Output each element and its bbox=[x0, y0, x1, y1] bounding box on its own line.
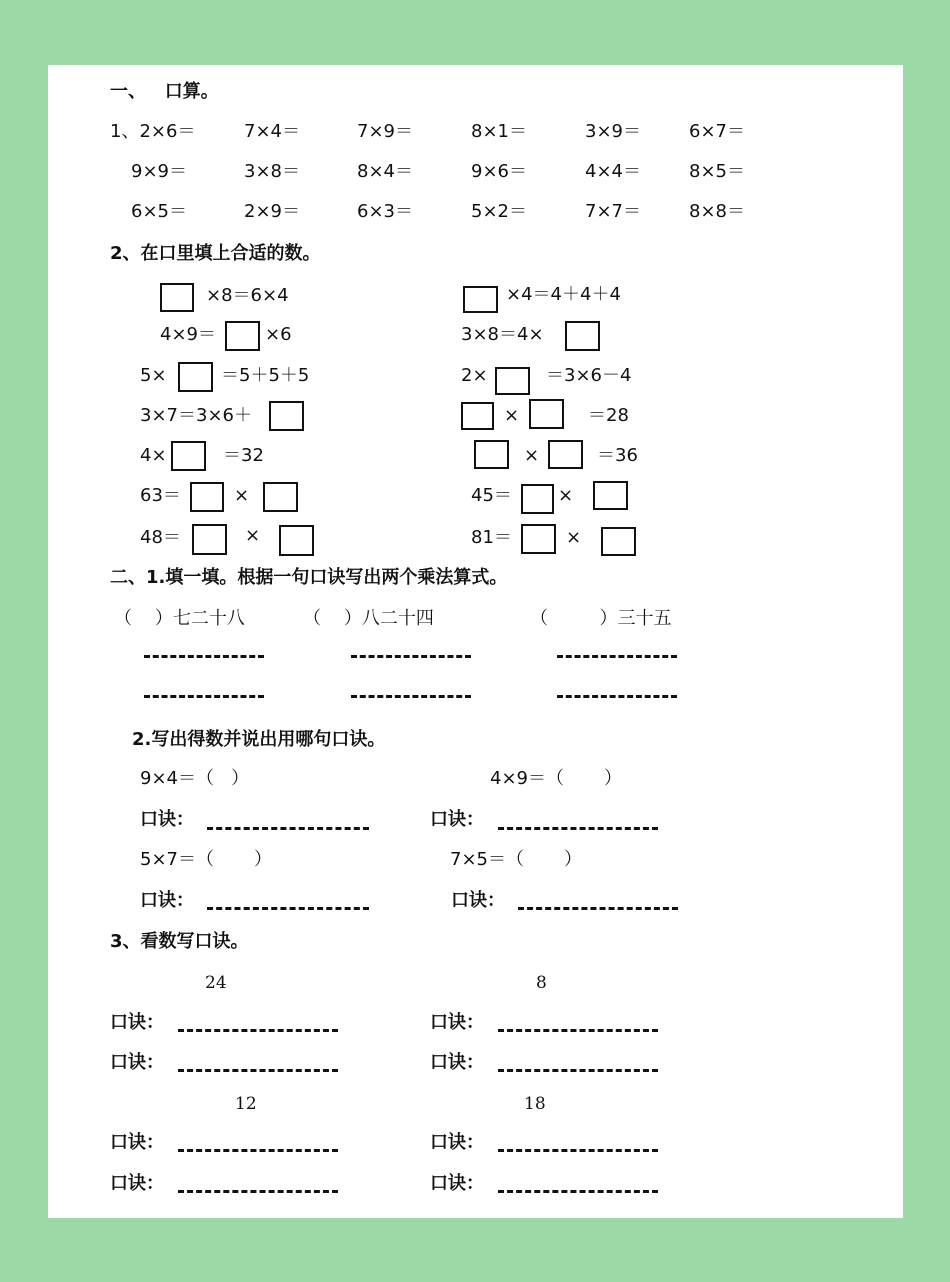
answer-line[interactable] bbox=[498, 1069, 658, 1072]
rhyme-2: （ ）八二十四 bbox=[303, 608, 434, 629]
answer-box[interactable] bbox=[548, 440, 583, 469]
koujue-label: 口诀： bbox=[140, 809, 194, 830]
koujue-label: 口诀： bbox=[110, 1132, 164, 1153]
oral-calc-r3c2: 2×9＝ bbox=[244, 201, 300, 222]
oral-calc-r2c5: 4×4＝ bbox=[585, 161, 641, 182]
rhyme-1: （ ）七二十八 bbox=[114, 608, 245, 629]
answer-box[interactable] bbox=[521, 484, 554, 514]
oral-calc-r2c3: 8×4＝ bbox=[357, 161, 413, 182]
oral-calc-r3c5: 7×7＝ bbox=[585, 201, 641, 222]
answer-line[interactable] bbox=[178, 1149, 338, 1152]
oral-calc-r2c4: 9×6＝ bbox=[471, 161, 527, 182]
result-item-1: 9×4＝（ ） bbox=[140, 768, 250, 789]
oral-calc-r3c6: 8×8＝ bbox=[689, 201, 745, 222]
answer-line[interactable] bbox=[498, 1190, 658, 1193]
fill-expr-r7b: × bbox=[566, 527, 582, 548]
answer-box[interactable] bbox=[171, 441, 206, 471]
fill-expr-r3b: ＝3×6－4 bbox=[546, 365, 632, 386]
answer-box[interactable] bbox=[269, 401, 304, 431]
answer-box[interactable] bbox=[160, 283, 194, 312]
section-2-heading: 二、1.填一填。根据一句口诀写出两个乘法算式。 bbox=[110, 567, 508, 588]
answer-line[interactable] bbox=[498, 827, 658, 830]
answer-line[interactable] bbox=[351, 655, 471, 658]
koujue-label: 口诀： bbox=[430, 809, 484, 830]
answer-line[interactable] bbox=[178, 1190, 338, 1193]
answer-line[interactable] bbox=[207, 907, 369, 910]
answer-box[interactable] bbox=[463, 286, 498, 313]
fill-expr-l4a: 3×7＝3×6＋ bbox=[140, 405, 252, 426]
oral-calc-r1c4: 8×1＝ bbox=[471, 121, 527, 142]
fill-expr-r1: ×4＝4＋4＋4 bbox=[506, 284, 621, 305]
oral-calc-r1c3: 7×9＝ bbox=[357, 121, 413, 142]
answer-line[interactable] bbox=[351, 695, 471, 698]
koujue-label: 口诀： bbox=[140, 890, 194, 911]
koujue-label: 口诀： bbox=[430, 1173, 484, 1194]
fill-expr-r4b: ＝28 bbox=[588, 405, 629, 426]
fill-expr-r7a: 81＝ bbox=[471, 527, 512, 548]
answer-box[interactable] bbox=[593, 481, 628, 510]
oral-calc-r1c1: 1、2×6＝ bbox=[110, 121, 196, 142]
fill-expr-l2a: 4×9＝ bbox=[160, 324, 216, 345]
fill-expr-l3a: 5× bbox=[140, 365, 167, 386]
oral-calc-r1c5: 3×9＝ bbox=[585, 121, 641, 142]
fill-expr-l7a: 48＝ bbox=[140, 527, 181, 548]
fill-expr-l3b: ＝5＋5＋5 bbox=[221, 365, 310, 386]
answer-box[interactable] bbox=[601, 527, 636, 556]
oral-calc-r1c2: 7×4＝ bbox=[244, 121, 300, 142]
answer-box[interactable] bbox=[565, 321, 600, 351]
answer-line[interactable] bbox=[178, 1069, 338, 1072]
section-1-heading: 一、 口算。 bbox=[110, 81, 219, 102]
answer-box[interactable] bbox=[461, 402, 494, 430]
oral-calc-r3c3: 6×3＝ bbox=[357, 201, 413, 222]
number-12: 12 bbox=[235, 1094, 257, 1114]
answer-box[interactable] bbox=[263, 482, 298, 512]
oral-calc-r2c1: 9×9＝ bbox=[131, 161, 187, 182]
fill-expr-l6b: × bbox=[234, 485, 250, 506]
answer-line[interactable] bbox=[207, 827, 369, 830]
koujue-label: 口诀： bbox=[430, 1012, 484, 1033]
fill-expr-l5a: 4× bbox=[140, 445, 167, 466]
result-item-3: 5×7＝（ ） bbox=[140, 849, 273, 870]
answer-box[interactable] bbox=[474, 440, 509, 469]
worksheet bbox=[48, 65, 903, 1218]
answer-line[interactable] bbox=[144, 695, 264, 698]
answer-box[interactable] bbox=[192, 524, 227, 555]
section-3-heading: 3、看数写口诀。 bbox=[110, 931, 249, 952]
oral-calc-r1c6: 6×7＝ bbox=[689, 121, 745, 142]
answer-line[interactable] bbox=[557, 655, 677, 658]
number-18: 18 bbox=[524, 1094, 546, 1114]
answer-line[interactable] bbox=[498, 1029, 658, 1032]
answer-box[interactable] bbox=[225, 321, 260, 351]
result-item-4: 7×5＝（ ） bbox=[450, 849, 583, 870]
answer-box[interactable] bbox=[190, 482, 224, 512]
answer-line[interactable] bbox=[144, 655, 264, 658]
fill-expr-r4a: × bbox=[504, 405, 520, 426]
answer-box[interactable] bbox=[279, 525, 314, 556]
oral-calc-r3c1: 6×5＝ bbox=[131, 201, 187, 222]
fill-expr-r5b: ＝36 bbox=[597, 445, 638, 466]
answer-box[interactable] bbox=[178, 362, 213, 392]
fill-expr-l2b: ×6 bbox=[265, 324, 292, 345]
fill-expr-r5a: × bbox=[524, 445, 540, 466]
answer-box[interactable] bbox=[529, 399, 564, 429]
fill-expr-r3a: 2× bbox=[461, 365, 488, 386]
koujue-label: 口诀： bbox=[451, 890, 505, 911]
fill-expr-r2a: 3×8＝4× bbox=[461, 324, 544, 345]
answer-line[interactable] bbox=[557, 695, 677, 698]
fill-expr-r6b: × bbox=[558, 485, 574, 506]
koujue-label: 口诀： bbox=[110, 1052, 164, 1073]
result-rhyme-title: 2.写出得数并说出用哪句口诀。 bbox=[132, 729, 386, 750]
koujue-label: 口诀： bbox=[110, 1012, 164, 1033]
fill-expr-l1: ×8＝6×4 bbox=[206, 285, 289, 306]
fill-box-title: 2、在口里填上合适的数。 bbox=[110, 243, 321, 264]
fill-expr-l5b: ＝32 bbox=[223, 445, 264, 466]
result-item-2: 4×9＝（ ） bbox=[490, 768, 623, 789]
answer-line[interactable] bbox=[178, 1029, 338, 1032]
oral-calc-r2c6: 8×5＝ bbox=[689, 161, 745, 182]
number-8: 8 bbox=[536, 973, 547, 993]
oral-calc-r2c2: 3×8＝ bbox=[244, 161, 300, 182]
koujue-label: 口诀： bbox=[110, 1173, 164, 1194]
koujue-label: 口诀： bbox=[430, 1132, 484, 1153]
number-24: 24 bbox=[205, 973, 227, 993]
koujue-label: 口诀： bbox=[430, 1052, 484, 1073]
fill-expr-l6a: 63＝ bbox=[140, 485, 181, 506]
oral-calc-r3c4: 5×2＝ bbox=[471, 201, 527, 222]
fill-expr-r6a: 45＝ bbox=[471, 485, 512, 506]
rhyme-3: （ ）三十五 bbox=[530, 608, 672, 629]
answer-box[interactable] bbox=[495, 367, 530, 395]
answer-line[interactable] bbox=[518, 907, 678, 910]
answer-box[interactable] bbox=[521, 524, 556, 554]
answer-line[interactable] bbox=[498, 1149, 658, 1152]
fill-expr-l7b: × bbox=[245, 525, 261, 546]
